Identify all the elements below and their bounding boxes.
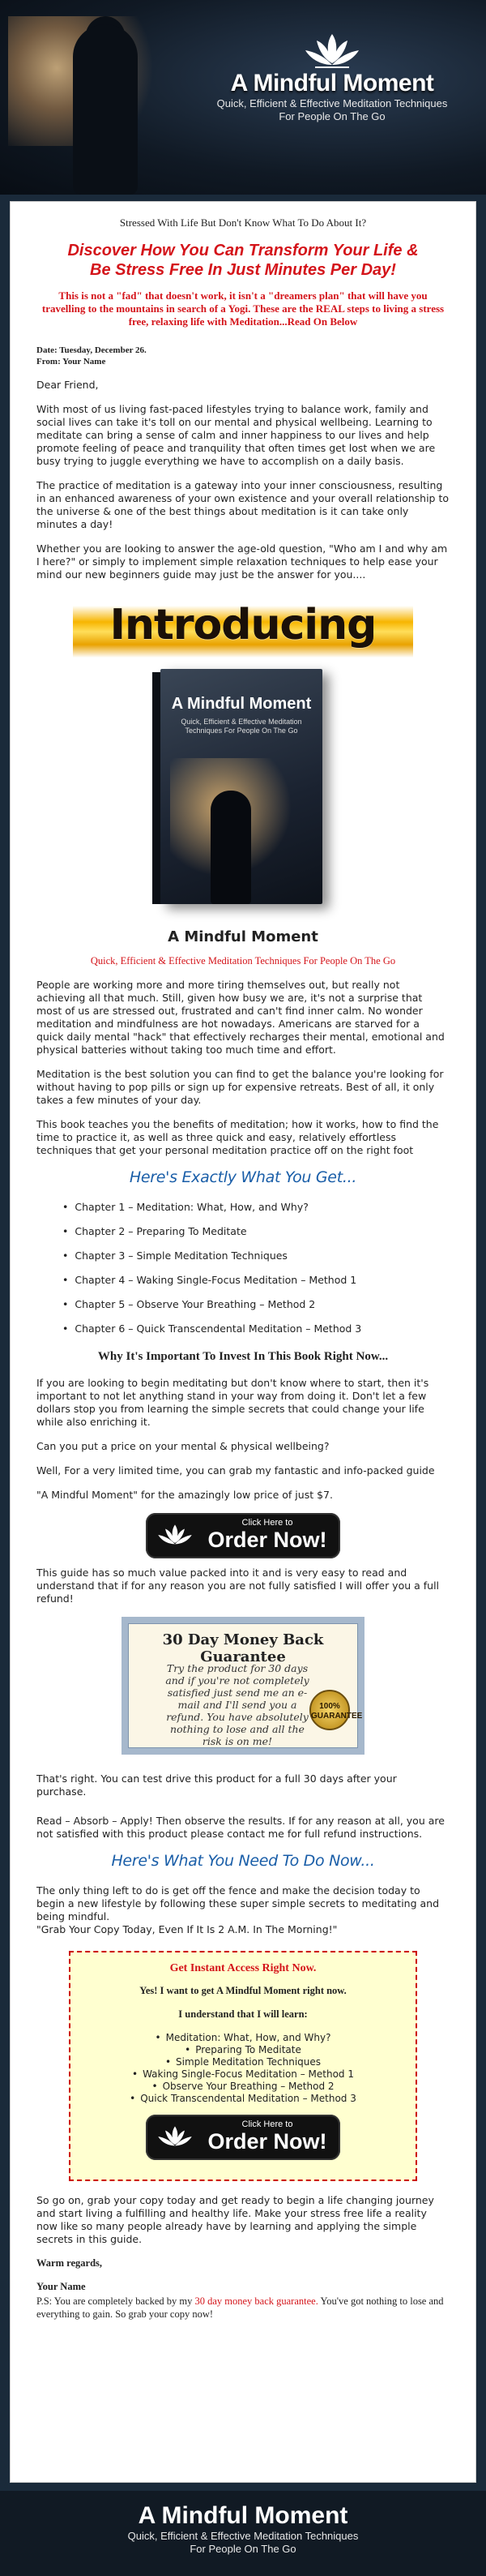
order-box-line-1: Yes! I want to get A Mindful Moment right now. [139, 1985, 347, 1996]
headline-line-1: Discover How You Can Transform Your Life & [67, 242, 419, 259]
brand-subtitle-2: For People On The Go [279, 110, 386, 122]
guarantee-intro: This guide has so much value packed into it and is very easy to read and understand that if for any reason you are not fully satisfied I will offer you a full refund! [36, 1567, 440, 1605]
intro-paragraph-2: The practice of meditation is a gateway into your inner consciousness, resulting in an enhanced awareness of your own existence and your overall relationship to the universe & one of the best things about meditation is it can take only minutes a day! [36, 479, 450, 530]
brand-title: A Mindful Moment [230, 70, 434, 96]
from-line: From: Your Name [36, 357, 106, 366]
guarantee-seal-icon: 100% GUARANTEE [309, 1690, 350, 1730]
order-button-small-label: Click Here to [241, 2120, 293, 2129]
order-box [69, 1951, 417, 2181]
lotus-icon [157, 1521, 193, 1549]
letter-meta [36, 345, 450, 367]
page-footer [0, 2491, 486, 2576]
chapter-item: • Chapter 5 – Observe Your Breathing – Method 2 [62, 1298, 450, 1311]
subheadline: This is not a "fad" that doesn't work, it isn't a "dreamers plan" that will have you travelling to the mountains in search of a Yogi. These are the REAL steps to living a stress free, relaxing life with Meditation...Read On Below [41, 289, 445, 328]
chapter-list [62, 1201, 450, 1335]
product-paragraph-3: This book teaches you the benefits of meditation; how it works, how to find the time to practice it, as well as three quick and easy, relatively effortless techniques that get your personal meditation practice off on the right foot [36, 1118, 439, 1156]
product-subtitle: Quick, Efficient & Effective Meditation Techniques For People On The Go [90, 955, 396, 967]
todo-paragraph-1: The only thing left to do is get off the fence and make the decision today to begin a new lifestyle by following these super simple secrets to meditating and being mindful. [36, 1884, 440, 1922]
read-absorb-apply-paragraph: Read – Absorb – Apply! Then observe the results. If for any reason at all, you are not satisfied with this product please contact me for full refund instructions. [36, 1815, 445, 1840]
order-box-item: • Meditation: What, How, and Why? [82, 2032, 404, 2044]
product-paragraph-1: People are working more and more tiring themselves out, but really not achieving all that much. Still, given how busy we are, it's not a surprise that most of us are stressed out, frustrated and can't find inner calm. No wonder meditation and mindfulness are hot nowadays. Americans are starved for a quick daily mental "hack" that effectively recharges their mental, emotional and physical batteries without taking too much time and effort. [36, 979, 445, 1056]
closing-paragraph: So go on, grab your copy today and get ready to begin a life changing journey and start living a fulfilling and healthy life. Make your stress free life a reality now like so many people already have by learning and applying the simple secrets in this guide. [36, 2194, 434, 2245]
greeting: Dear Friend, [36, 379, 99, 391]
ps-suffix: You've got nothing to lose and everything to gain. So grab your copy now! [36, 2295, 444, 2320]
chapter-item: • Chapter 3 – Simple Meditation Techniques [62, 1249, 450, 1262]
headline-line-2: Be Stress Free In Just Minutes Per Day! [90, 261, 396, 279]
footer-subtitle-2: For People On The Go [190, 2543, 296, 2555]
why-paragraph-3: Well, For a very limited time, you can grab my fantastic and info-packed guide [36, 1464, 435, 1477]
intro-paragraph-3: Whether you are looking to answer the age-old question, "Who am I and why am I here?" or simply to implement simple relaxation techniques to help ease your mind our new beginners guide may just be the answer for you.... [36, 542, 448, 581]
page-header [0, 0, 486, 195]
order-button-label: Order Now! [207, 2129, 327, 2154]
order-box-item: • Preparing To Meditate [82, 2044, 404, 2056]
order-button-label: Order Now! [207, 1528, 327, 1552]
ps-guarantee-link[interactable]: 30 day money back guarantee. [194, 2295, 318, 2307]
headline [36, 241, 450, 280]
order-box-item: • Quick Transcendental Meditation – Method 3 [82, 2093, 404, 2105]
why-paragraph-2: Can you put a price on your mental & physical wellbeing? [36, 1440, 330, 1452]
lotus-icon [157, 2123, 193, 2150]
order-now-button-bottom[interactable] [146, 2115, 340, 2160]
date-line: Date: Tuesday, December 26. [36, 345, 147, 355]
chapter-item: • Chapter 1 – Meditation: What, How, and Why? [62, 1201, 450, 1214]
why-heading: Why It's Important To Invest In This Book Right Now... [97, 1350, 389, 1363]
footer-title: A Mindful Moment [138, 2502, 348, 2529]
book-cover-figure [211, 791, 251, 904]
price-line: "A Mindful Moment" for the amazingly low price of just $7. [36, 1489, 333, 1501]
order-box-item: • Observe Your Breathing – Method 2 [82, 2081, 404, 2093]
what-to-do-heading: Here's What You Need To Do Now... [111, 1852, 375, 1870]
postscript [36, 2295, 450, 2321]
footer-subtitle-1: Quick, Efficient & Effective Meditation Techniques [127, 2530, 359, 2542]
guarantee-text: Try the product for 30 days and if you're not completely satisfied just send me an e-mail and I'll send you a refund. You have absolutely nothing to lose and all the risk is on me! [165, 1662, 309, 1747]
brand-block [178, 31, 486, 123]
book-cover-subtitle: Quick, Efficient & Effective Meditation Techniques For People On The Go [181, 718, 302, 735]
chapter-item: • Chapter 2 – Preparing To Meditate [62, 1225, 450, 1238]
order-box-item: • Simple Meditation Techniques [82, 2056, 404, 2068]
why-paragraph-1: If you are looking to begin meditating but don't know where to start, then it's important to not let anything stand in your way from doing it. Don't let a few dollars stop you from learning the simple secrets that could change your life while also enriching it. [36, 1377, 429, 1428]
test-drive-paragraph: That's right. You can test drive this product for a full 30 days after your purchase. [36, 1772, 397, 1798]
sign-off: Warm regards, [36, 2257, 103, 2269]
order-box-title: Get Instant Access Right Now. [169, 1962, 317, 1974]
introducing-banner [73, 593, 413, 658]
signature-name: Your Name [36, 2281, 86, 2292]
introducing-text: Introducing [109, 601, 377, 649]
chapter-item: • Chapter 4 – Waking Single-Focus Meditation – Method 1 [62, 1274, 450, 1287]
brand-subtitle-1: Quick, Efficient & Effective Meditation Techniques [216, 97, 448, 109]
order-box-item: • Waking Single-Focus Meditation – Method 1 [82, 2068, 404, 2081]
ps-prefix: P.S: You are completely backed by my [36, 2295, 195, 2307]
guarantee-title: 30 Day Money Back Guarantee [162, 1631, 324, 1665]
product-title: A Mindful Moment [168, 928, 318, 945]
intro-paragraph-1: With most of us living fast-paced lifestyles trying to balance work, family and social lives can take it's toll on our mental and physical wellbeing. Learning to meditate can bring a sense of calm and inner happiness to our lives and help promote feeling of peace and tranquility that often times get lost when we are busy trying to juggle everything we have to accomplish on a daily basis. [36, 403, 436, 467]
product-paragraph-2: Meditation is the best solution you can find to get the balance you're looking for without having to pop pills or sign up for expensive retreats. Best of all, it only takes a few minutes of your day. [36, 1068, 444, 1106]
order-box-line-2: I understand that I will learn: [178, 2008, 308, 2020]
money-back-guarantee-box [122, 1617, 364, 1755]
what-you-get-heading: Here's Exactly What You Get... [129, 1168, 357, 1186]
todo-paragraph-2: "Grab Your Copy Today, Even If It Is 2 A.M. In The Morning!" [36, 1923, 338, 1935]
lotus-icon [304, 31, 360, 70]
book-cover-image [146, 669, 340, 912]
order-button-small-label: Click Here to [241, 1518, 293, 1528]
sales-letter [10, 201, 476, 2483]
book-cover-title: A Mindful Moment [171, 695, 312, 713]
order-box-list [82, 2032, 404, 2105]
order-now-button-top[interactable] [146, 1513, 340, 1558]
meditator-silhouette [73, 24, 138, 195]
chapter-item: • Chapter 6 – Quick Transcendental Meditation – Method 3 [62, 1322, 450, 1335]
pre-headline: Stressed With Life But Don't Know What To Do About It? [119, 216, 367, 229]
